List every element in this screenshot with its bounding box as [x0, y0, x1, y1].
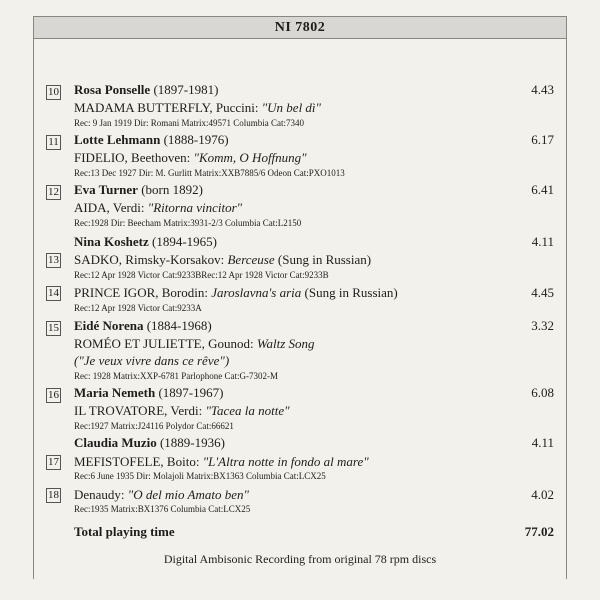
- artist-name: Rosa Ponselle: [74, 82, 151, 97]
- work-line: [74, 150, 307, 166]
- track-number: 16: [48, 389, 59, 401]
- track-time: 4.11: [531, 234, 554, 249]
- work-title: MADAMA BUTTERFLY, Puccini:: [74, 100, 262, 115]
- recording-info: Rec:13 Dec 1927 Dir: M. Gurlitt Matrix:XXB7885/6 Odeon Cat:PXO1013: [74, 168, 345, 178]
- recording-info: Rec:1928 Dir: Beecham Matrix:3931-2/3 Columbia Cat:L2150: [74, 218, 302, 228]
- work-title: PRINCE IGOR, Borodin:: [74, 285, 212, 300]
- track-number: 10: [48, 86, 59, 98]
- catalog-header: [33, 16, 567, 39]
- work-line: [74, 285, 398, 301]
- artist-line: [74, 385, 223, 401]
- aria-title: "O del mio Amato ben": [127, 487, 249, 502]
- track-number: 18: [48, 489, 59, 501]
- artist-line: [74, 318, 212, 334]
- aria-subtitle: ("Je veux vivre dans ce rêve"): [74, 353, 230, 368]
- track-time: 6.08: [531, 385, 554, 400]
- aria-title: "L'Altra notte in fondo al mare": [202, 454, 369, 469]
- track-number: 14: [48, 287, 59, 299]
- aria-title: "Ritorna vincitor": [147, 200, 243, 215]
- track-number: 12: [48, 186, 59, 198]
- aria-title: Waltz Song: [256, 336, 315, 351]
- work-line: [74, 100, 321, 116]
- work-line: [74, 403, 290, 419]
- total-playing-time-label: Total playing time: [74, 524, 175, 539]
- track-time: 3.32: [531, 318, 554, 333]
- artist-years: (1894-1965): [152, 234, 217, 249]
- artist-years: (1889-1936): [159, 435, 225, 450]
- aria-title: "Komm, O Hoffnung": [193, 150, 307, 165]
- track-time: 4.43: [531, 82, 554, 97]
- recording-info: Rec:6 June 1935 Dir: Molajoli Matrix:BX1363 Columbia Cat:LCX25: [74, 471, 326, 481]
- artist-line: [74, 435, 225, 451]
- artist-line: [74, 234, 217, 250]
- work-title: MEFISTOFELE, Boito:: [74, 454, 203, 469]
- work-line: [74, 200, 242, 216]
- artist-line: [74, 182, 203, 198]
- artist-name: Claudia Muzio: [74, 435, 157, 450]
- artist-name: Lotte Lehmann: [74, 132, 161, 147]
- total-playing-time-value: 77.02: [524, 524, 554, 539]
- work-title: SADKO, Rimsky-Korsakov:: [74, 252, 228, 267]
- work-line: [74, 454, 369, 470]
- work-title: Denaudy:: [74, 487, 128, 502]
- artist-name: Nina Koshetz: [74, 234, 149, 249]
- aria-title: Berceuse: [227, 252, 275, 267]
- artist-line: [74, 82, 218, 98]
- track-number: 15: [48, 322, 59, 334]
- aria-title: "Un bel dì": [261, 100, 322, 115]
- track-number: 11: [46, 135, 61, 150]
- artist-years: (1897-1981): [153, 82, 219, 97]
- artist-years: (1884-1968): [146, 318, 212, 333]
- artist-years: (1897-1967): [158, 385, 224, 400]
- artist-name: Eva Turner: [74, 182, 138, 197]
- work-line: [74, 252, 371, 268]
- work-title: FIDELIO, Beethoven:: [74, 150, 194, 165]
- artist-name: Maria Nemeth: [74, 385, 156, 400]
- track-number: 13: [48, 254, 59, 266]
- artist-line: [74, 132, 229, 148]
- recording-note: Digital Ambisonic Recording from original 78 rpm discs: [163, 552, 437, 566]
- track-time: 6.41: [531, 182, 554, 197]
- work-title: ROMÉO ET JULIETTE, Gounod:: [74, 336, 257, 351]
- artist-years: (born 1892): [141, 182, 203, 197]
- track-number: 17: [48, 456, 59, 468]
- track-time: 6.17: [531, 132, 554, 147]
- sung-note: (Sung in Russian): [301, 285, 398, 300]
- recording-info: Rec:12 Apr 1928 Victor Cat:9233BRec:12 Apr 1928 Victor Cat:9233B: [74, 270, 329, 280]
- recording-info: Rec:1935 Matrix:BX1376 Columbia Cat:LCX25: [74, 504, 251, 514]
- work-line: [74, 487, 249, 503]
- work-title: IL TROVATORE, Verdi:: [74, 403, 206, 418]
- work-line: [74, 336, 315, 352]
- recording-info: Rec: 9 Jan 1919 Dir: Romani Matrix:49571 Columbia Cat:7340: [74, 118, 304, 128]
- recording-info: Rec:1927 Matrix:J24116 Polydor Cat:66621: [74, 421, 234, 431]
- work-title: AIDA, Verdi:: [74, 200, 148, 215]
- track-time: 4.02: [531, 487, 554, 502]
- recording-info: Rec: 1928 Matrix:XXP-6781 Parlophone Cat:G-7302-M: [74, 371, 278, 381]
- track-time: 4.45: [531, 285, 554, 300]
- sung-note: (Sung in Russian): [274, 252, 372, 267]
- recording-info: Rec:12 Apr 1928 Victor Cat:9233A: [74, 303, 202, 313]
- track-time: 4.11: [531, 435, 554, 450]
- aria-title: "Tacea la notte": [205, 403, 290, 418]
- artist-years: (1888-1976): [163, 132, 229, 147]
- artist-name: Eidé Norena: [74, 318, 144, 333]
- catalog-number: NI 7802: [274, 19, 326, 35]
- aria-title: Jaroslavna's aria: [211, 285, 302, 300]
